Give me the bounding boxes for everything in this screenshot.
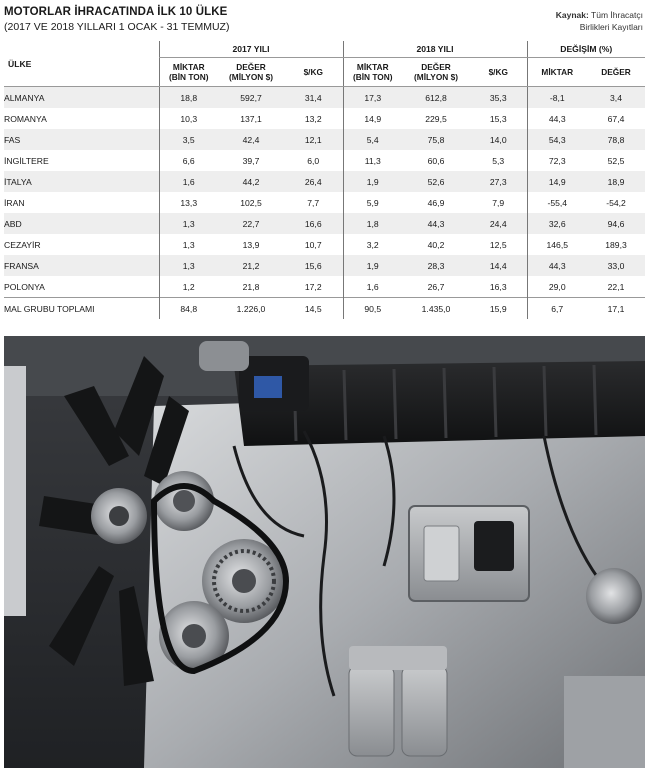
data-cell: 16,3 bbox=[470, 276, 527, 298]
data-cell: 102,5 bbox=[218, 192, 284, 213]
data-cell: -54,2 bbox=[587, 192, 645, 213]
data-cell: 18,9 bbox=[587, 171, 645, 192]
country-cell: İTALYA bbox=[4, 171, 159, 192]
data-cell: 3,2 bbox=[343, 234, 402, 255]
data-cell: 1,3 bbox=[159, 213, 218, 234]
country-cell: POLONYA bbox=[4, 276, 159, 298]
data-cell: 17,3 bbox=[343, 87, 402, 109]
data-cell: 5,9 bbox=[343, 192, 402, 213]
data-cell: 44,3 bbox=[402, 213, 470, 234]
data-cell: 3,5 bbox=[159, 129, 218, 150]
change-value-header: DEĞER bbox=[587, 58, 645, 87]
total-cell: 15,9 bbox=[470, 298, 527, 320]
country-cell: ALMANYA bbox=[4, 87, 159, 109]
engine-photo bbox=[4, 336, 645, 768]
data-cell: 22,7 bbox=[218, 213, 284, 234]
data-cell: -8,1 bbox=[527, 87, 587, 109]
table-row bbox=[4, 276, 645, 298]
table-header bbox=[0, 0, 649, 44]
total-cell: 6,7 bbox=[527, 298, 587, 320]
data-cell: 15,3 bbox=[470, 108, 527, 129]
table-row bbox=[4, 234, 645, 255]
page-title: MOTORLAR İHRACATINDA İLK 10 ÜLKE bbox=[4, 6, 228, 18]
data-cell: 14,0 bbox=[470, 129, 527, 150]
total-cell: 84,8 bbox=[159, 298, 218, 320]
data-cell: 67,4 bbox=[587, 108, 645, 129]
country-cell: İNGİLTERE bbox=[4, 150, 159, 171]
source-text-1: Tüm İhracatçı bbox=[588, 10, 643, 20]
total-label-cell: MAL GRUBU TOPLAMI bbox=[4, 298, 159, 320]
table-row bbox=[4, 129, 645, 150]
data-cell: 12,5 bbox=[470, 234, 527, 255]
data-cell: 44,2 bbox=[218, 171, 284, 192]
data-cell: 32,6 bbox=[527, 213, 587, 234]
data-cell: 13,2 bbox=[284, 108, 343, 129]
source-note bbox=[556, 9, 643, 33]
total-cell: 1.435,0 bbox=[402, 298, 470, 320]
data-cell: 26,4 bbox=[284, 171, 343, 192]
data-cell: 1,9 bbox=[343, 255, 402, 276]
data-cell: 229,5 bbox=[402, 108, 470, 129]
value-header-2018: DEĞER (MİLYON $) bbox=[402, 58, 470, 87]
data-cell: 52,6 bbox=[402, 171, 470, 192]
data-cell: 46,9 bbox=[402, 192, 470, 213]
data-cell: 1,3 bbox=[159, 234, 218, 255]
data-cell: 10,7 bbox=[284, 234, 343, 255]
data-cell: 26,7 bbox=[402, 276, 470, 298]
group-header-2017: 2017 YILI bbox=[159, 41, 343, 58]
table-row bbox=[4, 192, 645, 213]
per-kg-header-2018: $/KG bbox=[470, 58, 527, 87]
data-cell: 10,3 bbox=[159, 108, 218, 129]
data-cell: 16,6 bbox=[284, 213, 343, 234]
data-cell: 54,3 bbox=[527, 129, 587, 150]
group-header-change: DEĞİŞİM (%) bbox=[527, 41, 645, 58]
data-cell: 11,3 bbox=[343, 150, 402, 171]
data-cell: 18,8 bbox=[159, 87, 218, 109]
table-row bbox=[4, 108, 645, 129]
data-cell: 14,4 bbox=[470, 255, 527, 276]
country-cell: CEZAYİR bbox=[4, 234, 159, 255]
data-cell: 27,3 bbox=[470, 171, 527, 192]
data-cell: 17,2 bbox=[284, 276, 343, 298]
data-cell: 42,4 bbox=[218, 129, 284, 150]
data-cell: 52,5 bbox=[587, 150, 645, 171]
value-header-2017: DEĞER (MİLYON $) bbox=[218, 58, 284, 87]
source-label: Kaynak: bbox=[555, 10, 589, 20]
data-cell: 14,9 bbox=[343, 108, 402, 129]
data-cell: 60,6 bbox=[402, 150, 470, 171]
country-cell: FRANSA bbox=[4, 255, 159, 276]
group-header-2018: 2018 YILI bbox=[343, 41, 527, 58]
data-cell: 29,0 bbox=[527, 276, 587, 298]
data-cell: 7,9 bbox=[470, 192, 527, 213]
total-cell: 17,1 bbox=[587, 298, 645, 320]
data-cell: 1,8 bbox=[343, 213, 402, 234]
data-cell: 6,0 bbox=[284, 150, 343, 171]
data-cell: 592,7 bbox=[218, 87, 284, 109]
total-cell: 90,5 bbox=[343, 298, 402, 320]
page-subtitle: (2017 VE 2018 YILLARI 1 OCAK - 31 TEMMUZ) bbox=[4, 21, 230, 33]
table-row bbox=[4, 255, 645, 276]
data-cell: 6,6 bbox=[159, 150, 218, 171]
data-cell: 1,6 bbox=[159, 171, 218, 192]
country-cell: FAS bbox=[4, 129, 159, 150]
data-cell: 13,9 bbox=[218, 234, 284, 255]
qty-header-2018: MİKTAR (BİN TON) bbox=[343, 58, 402, 87]
data-cell: 14,9 bbox=[527, 171, 587, 192]
country-column-header: ÜLKE bbox=[4, 41, 159, 87]
source-text-2: Birlikleri Kayıtları bbox=[579, 22, 643, 32]
data-cell: 31,4 bbox=[284, 87, 343, 109]
qty-header-2017: MİKTAR (BİN TON) bbox=[159, 58, 218, 87]
data-cell: 146,5 bbox=[527, 234, 587, 255]
per-kg-header-2017: $/KG bbox=[284, 58, 343, 87]
data-cell: 12,1 bbox=[284, 129, 343, 150]
data-cell: 40,2 bbox=[402, 234, 470, 255]
data-cell: 44,3 bbox=[527, 255, 587, 276]
data-cell: 44,3 bbox=[527, 108, 587, 129]
data-cell: 28,3 bbox=[402, 255, 470, 276]
country-cell: ABD bbox=[4, 213, 159, 234]
data-cell: 1,2 bbox=[159, 276, 218, 298]
country-cell: ROMANYA bbox=[4, 108, 159, 129]
data-cell: 94,6 bbox=[587, 213, 645, 234]
data-cell: 75,8 bbox=[402, 129, 470, 150]
data-cell: -55,4 bbox=[527, 192, 587, 213]
table-row bbox=[4, 213, 645, 234]
data-cell: 39,7 bbox=[218, 150, 284, 171]
total-cell: 1.226,0 bbox=[218, 298, 284, 320]
table-row bbox=[4, 150, 645, 171]
export-table bbox=[4, 41, 645, 319]
data-cell: 24,4 bbox=[470, 213, 527, 234]
data-cell: 15,6 bbox=[284, 255, 343, 276]
data-cell: 1,6 bbox=[343, 276, 402, 298]
data-cell: 21,2 bbox=[218, 255, 284, 276]
data-cell: 13,3 bbox=[159, 192, 218, 213]
data-cell: 1,3 bbox=[159, 255, 218, 276]
data-cell: 33,0 bbox=[587, 255, 645, 276]
total-row bbox=[4, 298, 645, 320]
data-cell: 72,3 bbox=[527, 150, 587, 171]
data-cell: 22,1 bbox=[587, 276, 645, 298]
data-cell: 35,3 bbox=[470, 87, 527, 109]
data-cell: 189,3 bbox=[587, 234, 645, 255]
data-cell: 21,8 bbox=[218, 276, 284, 298]
table-row bbox=[4, 171, 645, 192]
data-cell: 1,9 bbox=[343, 171, 402, 192]
total-cell: 14,5 bbox=[284, 298, 343, 320]
data-cell: 3,4 bbox=[587, 87, 645, 109]
data-cell: 5,4 bbox=[343, 129, 402, 150]
change-qty-header: MİKTAR bbox=[527, 58, 587, 87]
data-cell: 612,8 bbox=[402, 87, 470, 109]
table-row bbox=[4, 87, 645, 109]
country-cell: İRAN bbox=[4, 192, 159, 213]
data-cell: 5,3 bbox=[470, 150, 527, 171]
data-cell: 7,7 bbox=[284, 192, 343, 213]
data-cell: 137,1 bbox=[218, 108, 284, 129]
data-cell: 78,8 bbox=[587, 129, 645, 150]
